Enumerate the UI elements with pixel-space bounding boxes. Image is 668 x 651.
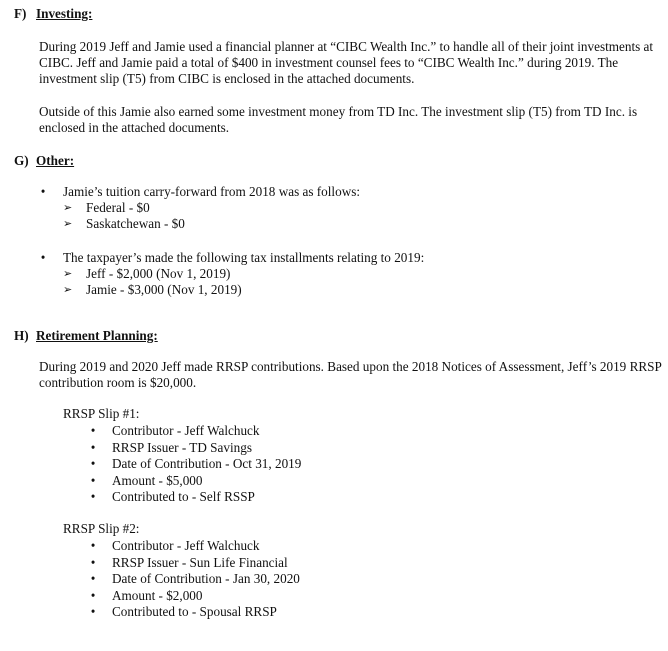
bullet-icon: • (90, 423, 96, 438)
bullet-icon: • (90, 472, 96, 488)
bullet-icon: • (40, 250, 46, 265)
bullet-icon: • (90, 587, 96, 603)
bullet-icon: • (90, 456, 96, 471)
section-letter: F) (14, 6, 27, 21)
arrow-bullet-icon: ➢ (63, 267, 73, 280)
rrsp-slip-2 (63, 521, 300, 621)
bullet-icon: • (90, 439, 96, 455)
investing-paragraph-2: Outside of this Jamie also earned some investment money from TD Inc. The investment slip (T5) from TD Inc. is enclosed in the attached documents. (39, 104, 638, 135)
arrow-bullet-icon: ➢ (63, 283, 73, 296)
section-h-heading (14, 328, 158, 344)
arrow-bullet-icon: ➢ (63, 201, 73, 214)
bullet-icon: • (90, 554, 96, 570)
bullet-icon: • (40, 184, 46, 199)
section-title: Retirement Planning: (36, 328, 158, 343)
bullet-icon: • (90, 604, 96, 619)
list-item: • Amount - $5,000 (63, 473, 139, 490)
bullet-icon: • (90, 571, 96, 586)
section-letter: H) (14, 328, 29, 343)
list-item: • Date of Contribution - Jan 30, 2020 (63, 571, 139, 588)
list-item: • Contributed to - Self RSSP (63, 489, 139, 506)
list-item: • RRSP Issuer - TD Savings (63, 440, 139, 457)
retirement-paragraph: During 2019 and 2020 Jeff made RRSP contributions. Based upon the 2018 Notices of Assessment, Jeff’s 2019 RRSP contribution room is $20,000. (39, 359, 662, 390)
list-item: • Contributor - Jeff Walchuck (63, 538, 139, 555)
section-g-heading (14, 153, 74, 169)
slip-title: RRSP Slip #2: (63, 521, 140, 536)
slip-title: RRSP Slip #1: (63, 406, 140, 421)
document-page: F) Investing: During 2019 Jeff and Jamie used a financial planner at “CIBC Wealth Inc.” to handle all of their joint investments at CIBC. Jeff and Jamie paid a total of $400 in investment counsel fees to “CIBC Wealth Inc.” during 2019. The investment slip (T5) from CIBC is enclosed in the attached documents. Outside of this Jamie also earned some investment money from TD Inc. The investment slip (T5) from TD Inc. is enclosed in the attached documents. G) Other: • Jamie’s tuition carry-forward from 2018 was as follows: ➢ Federal - $0 ➢ Saskatchewan - $0 • The taxpayer’s made the following tax installments relating to 2019: ➢ Jeff - $2,000 (Nov 1, 2019) ➢ Jamie - $3,000 (Nov 1, 2019) H) Retirement Planning: During 2019 and 2020 Jeff made RRSP contributions. Based upon the 2018 Notices of Assessment, Jeff’s 2019 RRSP contribution room is $20,000. RRSP Slip #1: • Contributor - Jeff Walchuck • RRSP Issuer - TD Savings • Date of Contribution - Oct 31, 2019 • Amount - $5,000 • Contributed to - Self RSSP RRSP Slip #2: • Contributor - Jeff Walchuck • RRSP Issuer - Sun Life Financial • Date of Contribution - Jan 30, 2020 • Amount - $2,000 • Contributed to - Spousal RRSP (0, 0, 668, 651)
list-item: • Contributed to - Spousal RRSP (63, 604, 139, 621)
arrow-bullet-icon: ➢ (63, 217, 73, 230)
list-item: • Date of Contribution - Oct 31, 2019 (63, 456, 139, 473)
list-item: • Contributor - Jeff Walchuck (63, 423, 139, 440)
list-item: • Amount - $2,000 (63, 588, 139, 605)
section-title: Investing: (36, 6, 93, 21)
list-item: • RRSP Issuer - Sun Life Financial (63, 555, 139, 572)
section-f-heading (14, 6, 92, 22)
section-letter: G) (14, 153, 29, 168)
bullet-icon: • (90, 489, 96, 504)
rrsp-slip-1 (63, 406, 302, 506)
investing-paragraph-1: During 2019 Jeff and Jamie used a financial planner at “CIBC Wealth Inc.” to handle all of their joint investments at CIBC. Jeff and Jamie paid a total of $400 in investment counsel fees to “CIBC Wealth Inc.” during 2019. The investment slip (T5) from CIBC is enclosed in the attached documents. (39, 39, 654, 86)
bullet-icon: • (90, 538, 96, 553)
section-title: Other: (36, 153, 75, 168)
